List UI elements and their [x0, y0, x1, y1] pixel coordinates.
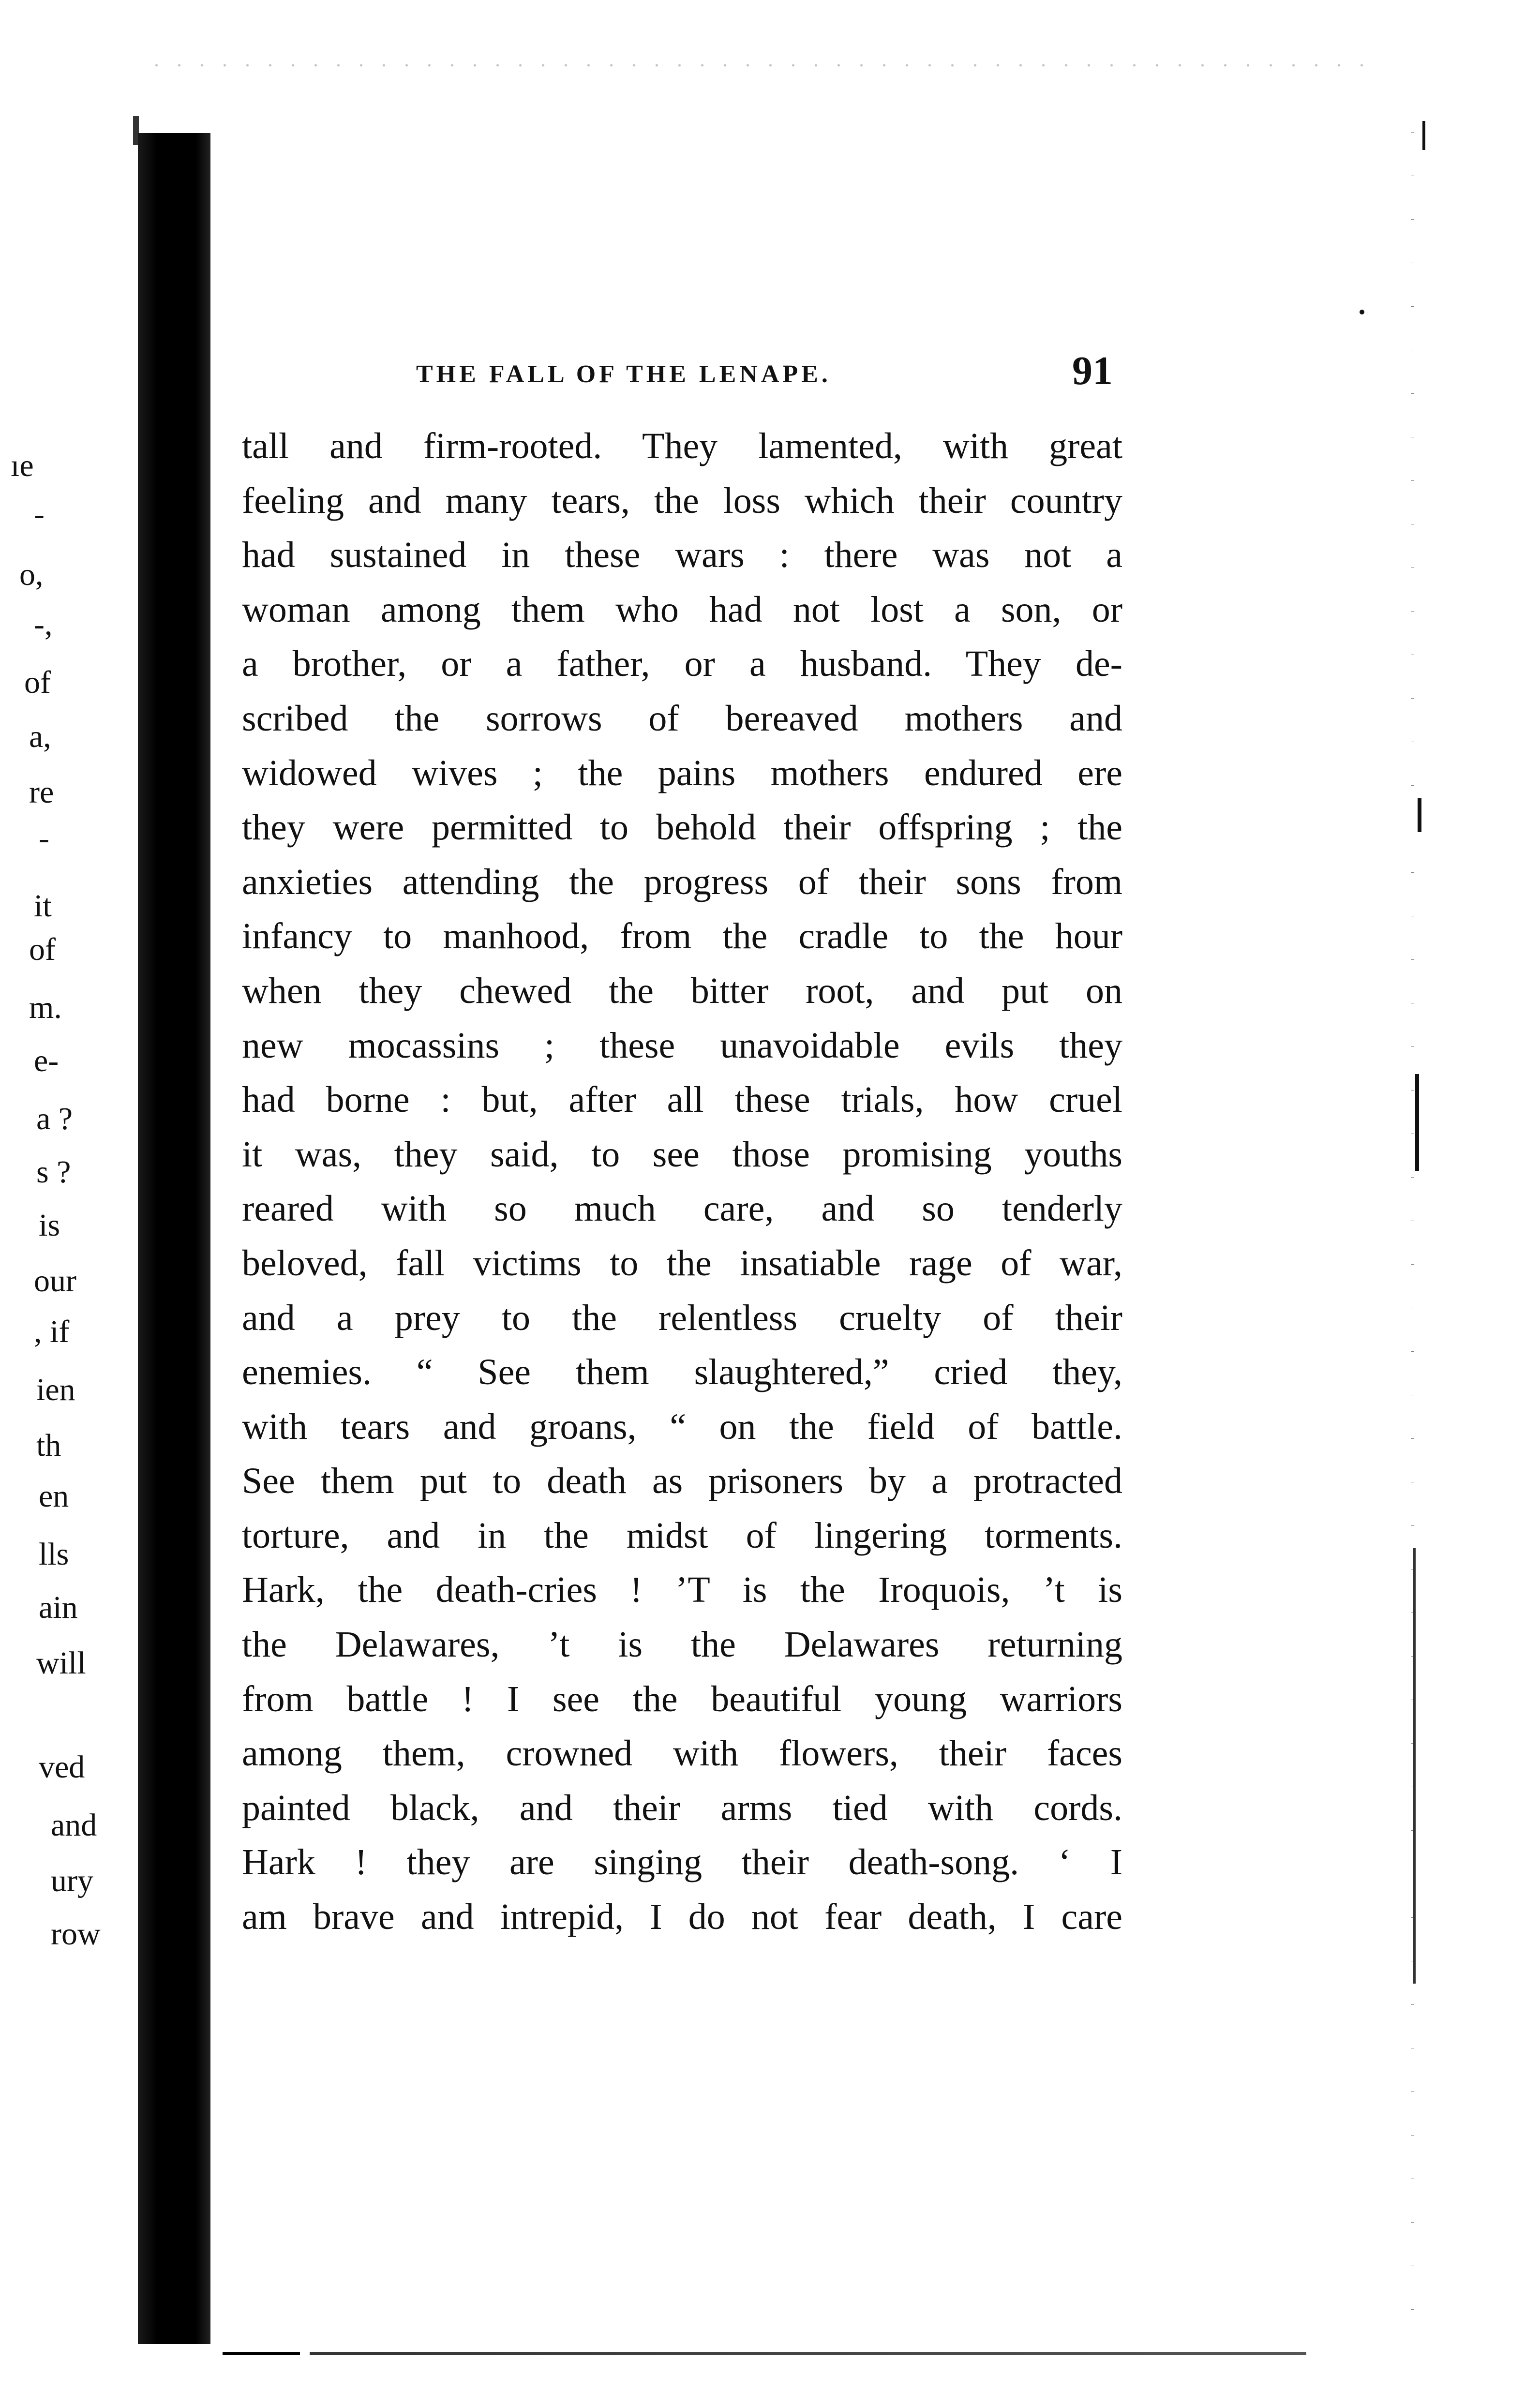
text-line: new mocassins ; these unavoidable evils they [242, 1025, 1122, 1066]
facing-text: ain [39, 1590, 78, 1625]
text-line: feeling and many tears, the loss which their country [242, 480, 1122, 521]
facing-text: o, [19, 557, 44, 592]
text-line: and a prey to the relentless cruelty of their [242, 1297, 1122, 1338]
facing-text: lls [39, 1537, 69, 1572]
text-line: beloved, fall victims to the insatiable rage of war, [242, 1242, 1122, 1284]
facing-text: en [39, 1479, 69, 1514]
facing-text: of [24, 665, 51, 700]
text-line: had borne : but, after all these trials, how cruel [242, 1079, 1122, 1120]
text-line: enemies. “ See them slaughtered,” cried they, [242, 1352, 1122, 1393]
body-text [242, 419, 1122, 1944]
scan-speck [1360, 310, 1364, 314]
page-header [416, 347, 1132, 401]
facing-text: e- [34, 1043, 59, 1078]
facing-text: m. [29, 990, 62, 1025]
page-number: 91 [1072, 348, 1113, 393]
text-line: Hark, the death-cries ! ’T is the Iroquois, ’t is [242, 1569, 1122, 1611]
facing-text: -, [34, 607, 53, 642]
text-line: from battle ! I see the beautiful young warriors [242, 1678, 1122, 1719]
scan-right-edge [1405, 111, 1420, 2317]
facing-text: a ? [36, 1101, 73, 1136]
text-line: infancy to manhood, from the cradle to the hour [242, 916, 1122, 957]
facing-text: ien [36, 1372, 75, 1407]
text-line: woman among them who had not lost a son, or [242, 589, 1122, 630]
facing-text: our [34, 1263, 76, 1299]
scan-specks-top [145, 58, 1379, 73]
text-line: the Delawares, ’t is the Delawares returning [242, 1624, 1122, 1665]
text-line: had sustained in these wars : there was not a [242, 535, 1122, 576]
text-line: Hark ! they are singing their death-song. ‘ I [242, 1842, 1122, 1883]
text-line: torture, and in the midst of lingering torments. [242, 1515, 1122, 1556]
facing-text: - [34, 496, 45, 532]
text-line: See them put to death as prisoners by a protracted [242, 1461, 1122, 1502]
facing-page-fragment [0, 0, 131, 2405]
scan-mark [1413, 1548, 1416, 1984]
facing-text: , if [34, 1314, 70, 1349]
facing-text: ıe [11, 448, 34, 483]
text-line: a brother, or a father, or a husband. They de- [242, 643, 1122, 685]
facing-text: will [36, 1645, 86, 1681]
scan-mark [1422, 121, 1425, 150]
text-line: they were permitted to behold their offspring ; the [242, 807, 1122, 848]
text-line: am brave and intrepid, I do not fear death, I care [242, 1897, 1122, 1938]
facing-text: a, [29, 719, 51, 754]
facing-text: it [34, 888, 52, 924]
text-line: with tears and groans, “ on the field of battle. [242, 1406, 1122, 1447]
facing-text: is [39, 1208, 60, 1243]
text-line: painted black, and their arms tied with cords. [242, 1787, 1122, 1828]
binding-gutter-shadow [138, 133, 210, 2344]
scan-mark [1418, 798, 1421, 832]
facing-text: ury [51, 1863, 93, 1898]
text-line: widowed wives ; the pains mothers endured ere [242, 752, 1122, 793]
running-head: THE FALL OF THE LENAPE. [416, 360, 831, 388]
scan-bottom-rule [223, 2352, 1306, 2355]
text-line: it was, they said, to see those promising youths [242, 1134, 1122, 1175]
facing-text: and [51, 1807, 97, 1843]
text-line: anxieties attending the progress of their sons from [242, 861, 1122, 902]
facing-text: of [29, 932, 56, 967]
text-line: reared with so much care, and so tenderly [242, 1188, 1122, 1229]
text-line: scribed the sorrows of bereaved mothers and [242, 698, 1122, 739]
facing-text: th [36, 1428, 61, 1463]
facing-text: ved [39, 1749, 85, 1785]
facing-text: re [29, 775, 54, 810]
text-line: tall and firm-rooted. They lamented, with great [242, 426, 1122, 466]
scan-mark [1415, 1074, 1419, 1171]
facing-text: s ? [36, 1154, 71, 1190]
facing-text: row [51, 1916, 101, 1952]
text-line: when they chewed the bitter root, and put on [242, 970, 1122, 1011]
facing-text: - [39, 821, 49, 856]
text-line: among them, crowned with flowers, their faces [242, 1733, 1122, 1774]
